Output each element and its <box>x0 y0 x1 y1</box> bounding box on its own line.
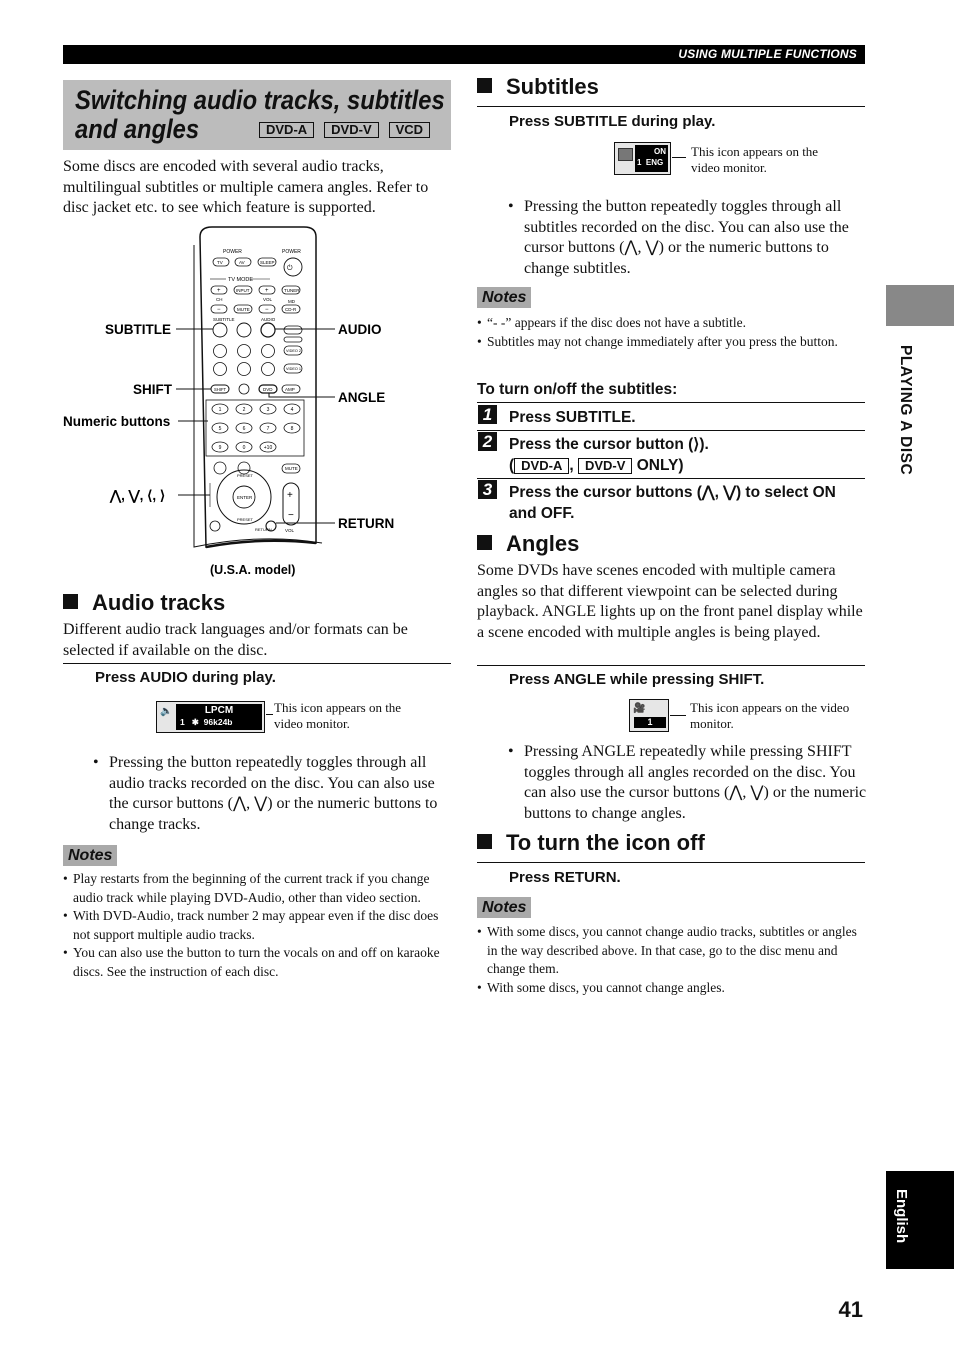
audio-notes-badge: Notes <box>63 845 117 866</box>
svg-text:AV: AV <box>239 260 245 265</box>
step-3-number: 3 <box>478 480 497 499</box>
subtitle-toggle-heading: To turn on/off the subtitles: <box>477 381 678 398</box>
subtitle-notes-badge: Notes <box>477 287 531 308</box>
chapter-tab-marker <box>886 285 954 326</box>
subtitles-heading: Subtitles <box>477 74 599 100</box>
remote-num-key-label: 6 <box>242 426 246 432</box>
icon-off-instruction: Press RETURN. <box>509 869 621 886</box>
svg-text:VOL: VOL <box>263 297 273 302</box>
subtitles-bullets <box>508 197 866 279</box>
subtitle-osd-icon: ON 1 ENG <box>614 142 671 175</box>
svg-text:ENTER: ENTER <box>237 495 253 500</box>
icon-off-note-1: • With some discs, you cannot change audio tracks, subtitles or angles in the way described above. In that case, go to the disc menu and change them. <box>477 923 867 979</box>
header-bar <box>63 45 865 64</box>
svg-text:SUBTITLE: SUBTITLE <box>213 317 235 322</box>
svg-text:+: + <box>217 288 221 294</box>
angles-rule <box>477 665 865 666</box>
remote-num-key-label: 9 <box>218 445 222 451</box>
step-2-formats: ( DVD-A , DVD-V ONLY) <box>509 457 684 474</box>
remote-control-illustration <box>60 225 450 585</box>
audio-tracks-description: Different audio track languages and/or formats can be selected if available on the disc. <box>63 621 408 659</box>
callout-return: RETURN <box>338 516 395 531</box>
svg-text:PRESET: PRESET <box>237 473 254 478</box>
subtitle-note-2: • Subtitles may not change immediately after you press the button. <box>477 333 865 352</box>
audio-osd-icon: 🔈 LPCM 1 ✱ 96k24b <box>156 701 265 733</box>
format-tags <box>259 122 430 138</box>
svg-text:−: − <box>265 307 269 313</box>
page-title-box <box>63 80 451 150</box>
remote-num-key-label: +10 <box>263 445 273 451</box>
step-2-number: 2 <box>478 432 497 451</box>
subtitle-screen-icon <box>618 148 633 161</box>
angles-bullet: • Pressing ANGLE repeatedly while pressing SHIFT toggles through all angles recorded on the disc. You can also use the cursor buttons (⋀, ⋁) or the numeric buttons to change angles. <box>508 742 868 824</box>
remote-model-caption: (U.S.A. model) <box>210 563 296 577</box>
step-2-tag-dvd-v: DVD-V <box>578 458 632 474</box>
svg-text:PRESET: PRESET <box>237 517 254 522</box>
svg-text:TV MODE: TV MODE <box>228 277 254 283</box>
svg-text:VIDEO 2: VIDEO 2 <box>286 349 301 353</box>
page-number: 41 <box>838 1297 863 1322</box>
chapter-side-label: PLAYING A DISC <box>897 345 914 476</box>
icon-off-notes-list <box>477 923 867 997</box>
page-title-line2: and angles <box>75 114 200 144</box>
step-2-text: Press the cursor button (⟩). <box>509 436 709 453</box>
audio-tracks-bullet: • Pressing the button repeatedly toggles through all audio tracks recorded on the disc. You can also use the cursor buttons (⋀, ⋁) or the numeric buttons to change tracks. <box>93 753 453 835</box>
svg-text:DVD: DVD <box>263 387 273 392</box>
header-section-title: USING MULTIPLE FUNCTIONS <box>678 47 857 61</box>
audio-note-2: • With DVD-Audio, track number 2 may appear even if the disc does not support multiple audio tracks. <box>63 907 453 944</box>
remote-num-key-label: 1 <box>218 407 222 413</box>
audio-tracks-bullets <box>93 753 453 835</box>
svg-text:RETURN: RETURN <box>255 527 272 532</box>
angles-heading: Angles <box>477 531 579 557</box>
audio-osd-caption: This icon appears on the video monitor. <box>274 700 402 731</box>
language-tab <box>886 1171 954 1269</box>
svg-text:VIDEO 1: VIDEO 1 <box>286 367 301 371</box>
svg-text:VOL: VOL <box>285 528 295 533</box>
subtitles-rule <box>477 106 865 107</box>
svg-text:AMP: AMP <box>285 387 295 392</box>
remote-num-key-label: 7 <box>266 426 270 432</box>
audio-notes-list <box>63 870 453 981</box>
callout-angle: ANGLE <box>338 390 386 405</box>
callout-numeric-buttons: Numeric buttons <box>63 414 171 429</box>
speaker-icon: 🔈 <box>160 706 173 717</box>
svg-text:+: + <box>287 490 293 501</box>
audio-tracks-instruction: Press AUDIO during play. <box>95 669 276 686</box>
angles-instruction: Press ANGLE while pressing SHIFT. <box>509 671 765 688</box>
remote-num-key-label: 4 <box>290 407 294 413</box>
tag-dvd-v: DVD-V <box>324 122 378 138</box>
remote-power-label-left: POWER <box>223 249 242 255</box>
audio-tracks-heading: Audio tracks <box>63 590 225 616</box>
angle-osd-caption: This icon appears on the video monitor. <box>690 700 850 731</box>
tag-dvd-a: DVD-A <box>259 122 314 138</box>
svg-text:⏻: ⏻ <box>287 265 293 272</box>
icon-off-note-2: • With some discs, you cannot change angles. <box>477 979 867 998</box>
icon-off-notes-badge: Notes <box>477 897 531 918</box>
subtitles-instruction: Press SUBTITLE during play. <box>509 113 716 130</box>
subtitle-osd-caption: This icon appears on the video monitor. <box>691 144 819 175</box>
svg-text:CD-R: CD-R <box>285 307 297 312</box>
step-1-number: 1 <box>478 405 497 424</box>
intro-paragraph: Some discs are encoded with several audio tracks, multilingual subtitles or multiple camera angles. Refer to disc jacket etc. to see which feature is supported. <box>63 158 429 216</box>
svg-text:SHIFT: SHIFT <box>214 387 227 392</box>
svg-text:MUTE: MUTE <box>285 466 298 471</box>
svg-text:−: − <box>288 510 294 521</box>
camera-icon: 🎥 <box>633 703 646 714</box>
remote-num-key-label: 8 <box>290 426 294 432</box>
callout-shift: SHIFT <box>133 382 172 397</box>
remote-num-key-label: 5 <box>218 426 222 432</box>
subtitle-notes-list <box>477 314 865 351</box>
remote-num-key-label: 3 <box>266 407 270 413</box>
audio-tracks-rule <box>63 663 451 664</box>
svg-text:TV: TV <box>217 260 223 265</box>
callout-cursor-buttons: ⋀, ⋁, ⟨, ⟩ <box>110 488 166 503</box>
audio-note-1: • Play restarts from the beginning of the current track if you change audio track while playing DVD-Audio, other than video section. <box>63 870 453 907</box>
icon-off-heading: To turn the icon off <box>477 830 705 856</box>
callout-audio: AUDIO <box>338 322 382 337</box>
subtitle-note-1: • “- -” appears if the disc does not have a subtitle. <box>477 314 865 333</box>
remote-power-label-right: POWER <box>282 249 301 255</box>
svg-text:INPUT: INPUT <box>236 288 250 293</box>
audio-note-3: • You can also use the button to turn the vocals on and off on karaoke discs. See the instruction of each disc. <box>63 944 453 981</box>
svg-text:−: − <box>217 307 221 313</box>
svg-text:CH: CH <box>216 297 223 302</box>
step-1-text: Press SUBTITLE. <box>509 409 636 426</box>
svg-text:AUDIO: AUDIO <box>261 317 276 322</box>
svg-text:SLEEP: SLEEP <box>260 260 275 265</box>
tag-vcd: VCD <box>389 122 430 138</box>
angles-description: Some DVDs have scenes encoded with multiple camera angles so that different viewpoint can be selected during playback. ANGLE lights up on the front panel display while a scene encoded with multiple angles is being played. <box>477 562 863 641</box>
page-title-line1: Switching audio tracks, subtitles <box>75 85 445 115</box>
angle-osd-icon: 🎥 1 <box>629 699 669 732</box>
subtitles-bullet: • Pressing the button repeatedly toggles through all subtitles recorded on the disc. You can also use the cursor buttons (⋀, ⋁) or the numeric buttons to change subtitles. <box>508 197 866 279</box>
icon-off-rule <box>477 862 865 863</box>
angles-bullets <box>508 742 868 824</box>
svg-text:+: + <box>265 288 269 294</box>
step-3-text: Press the cursor buttons (⋀, ⋁) to select ON and OFF. <box>509 484 836 522</box>
remote-num-key-label: 2 <box>242 407 246 413</box>
callout-subtitle: SUBTITLE <box>105 322 171 337</box>
step-2-tag-dvd-a: DVD-A <box>514 458 569 474</box>
language-tab-label: English <box>893 1189 910 1244</box>
svg-text:MUTE: MUTE <box>237 307 250 312</box>
svg-text:TUNER: TUNER <box>284 288 300 293</box>
svg-text:MD: MD <box>288 299 295 304</box>
remote-num-key-label: 0 <box>242 445 246 451</box>
